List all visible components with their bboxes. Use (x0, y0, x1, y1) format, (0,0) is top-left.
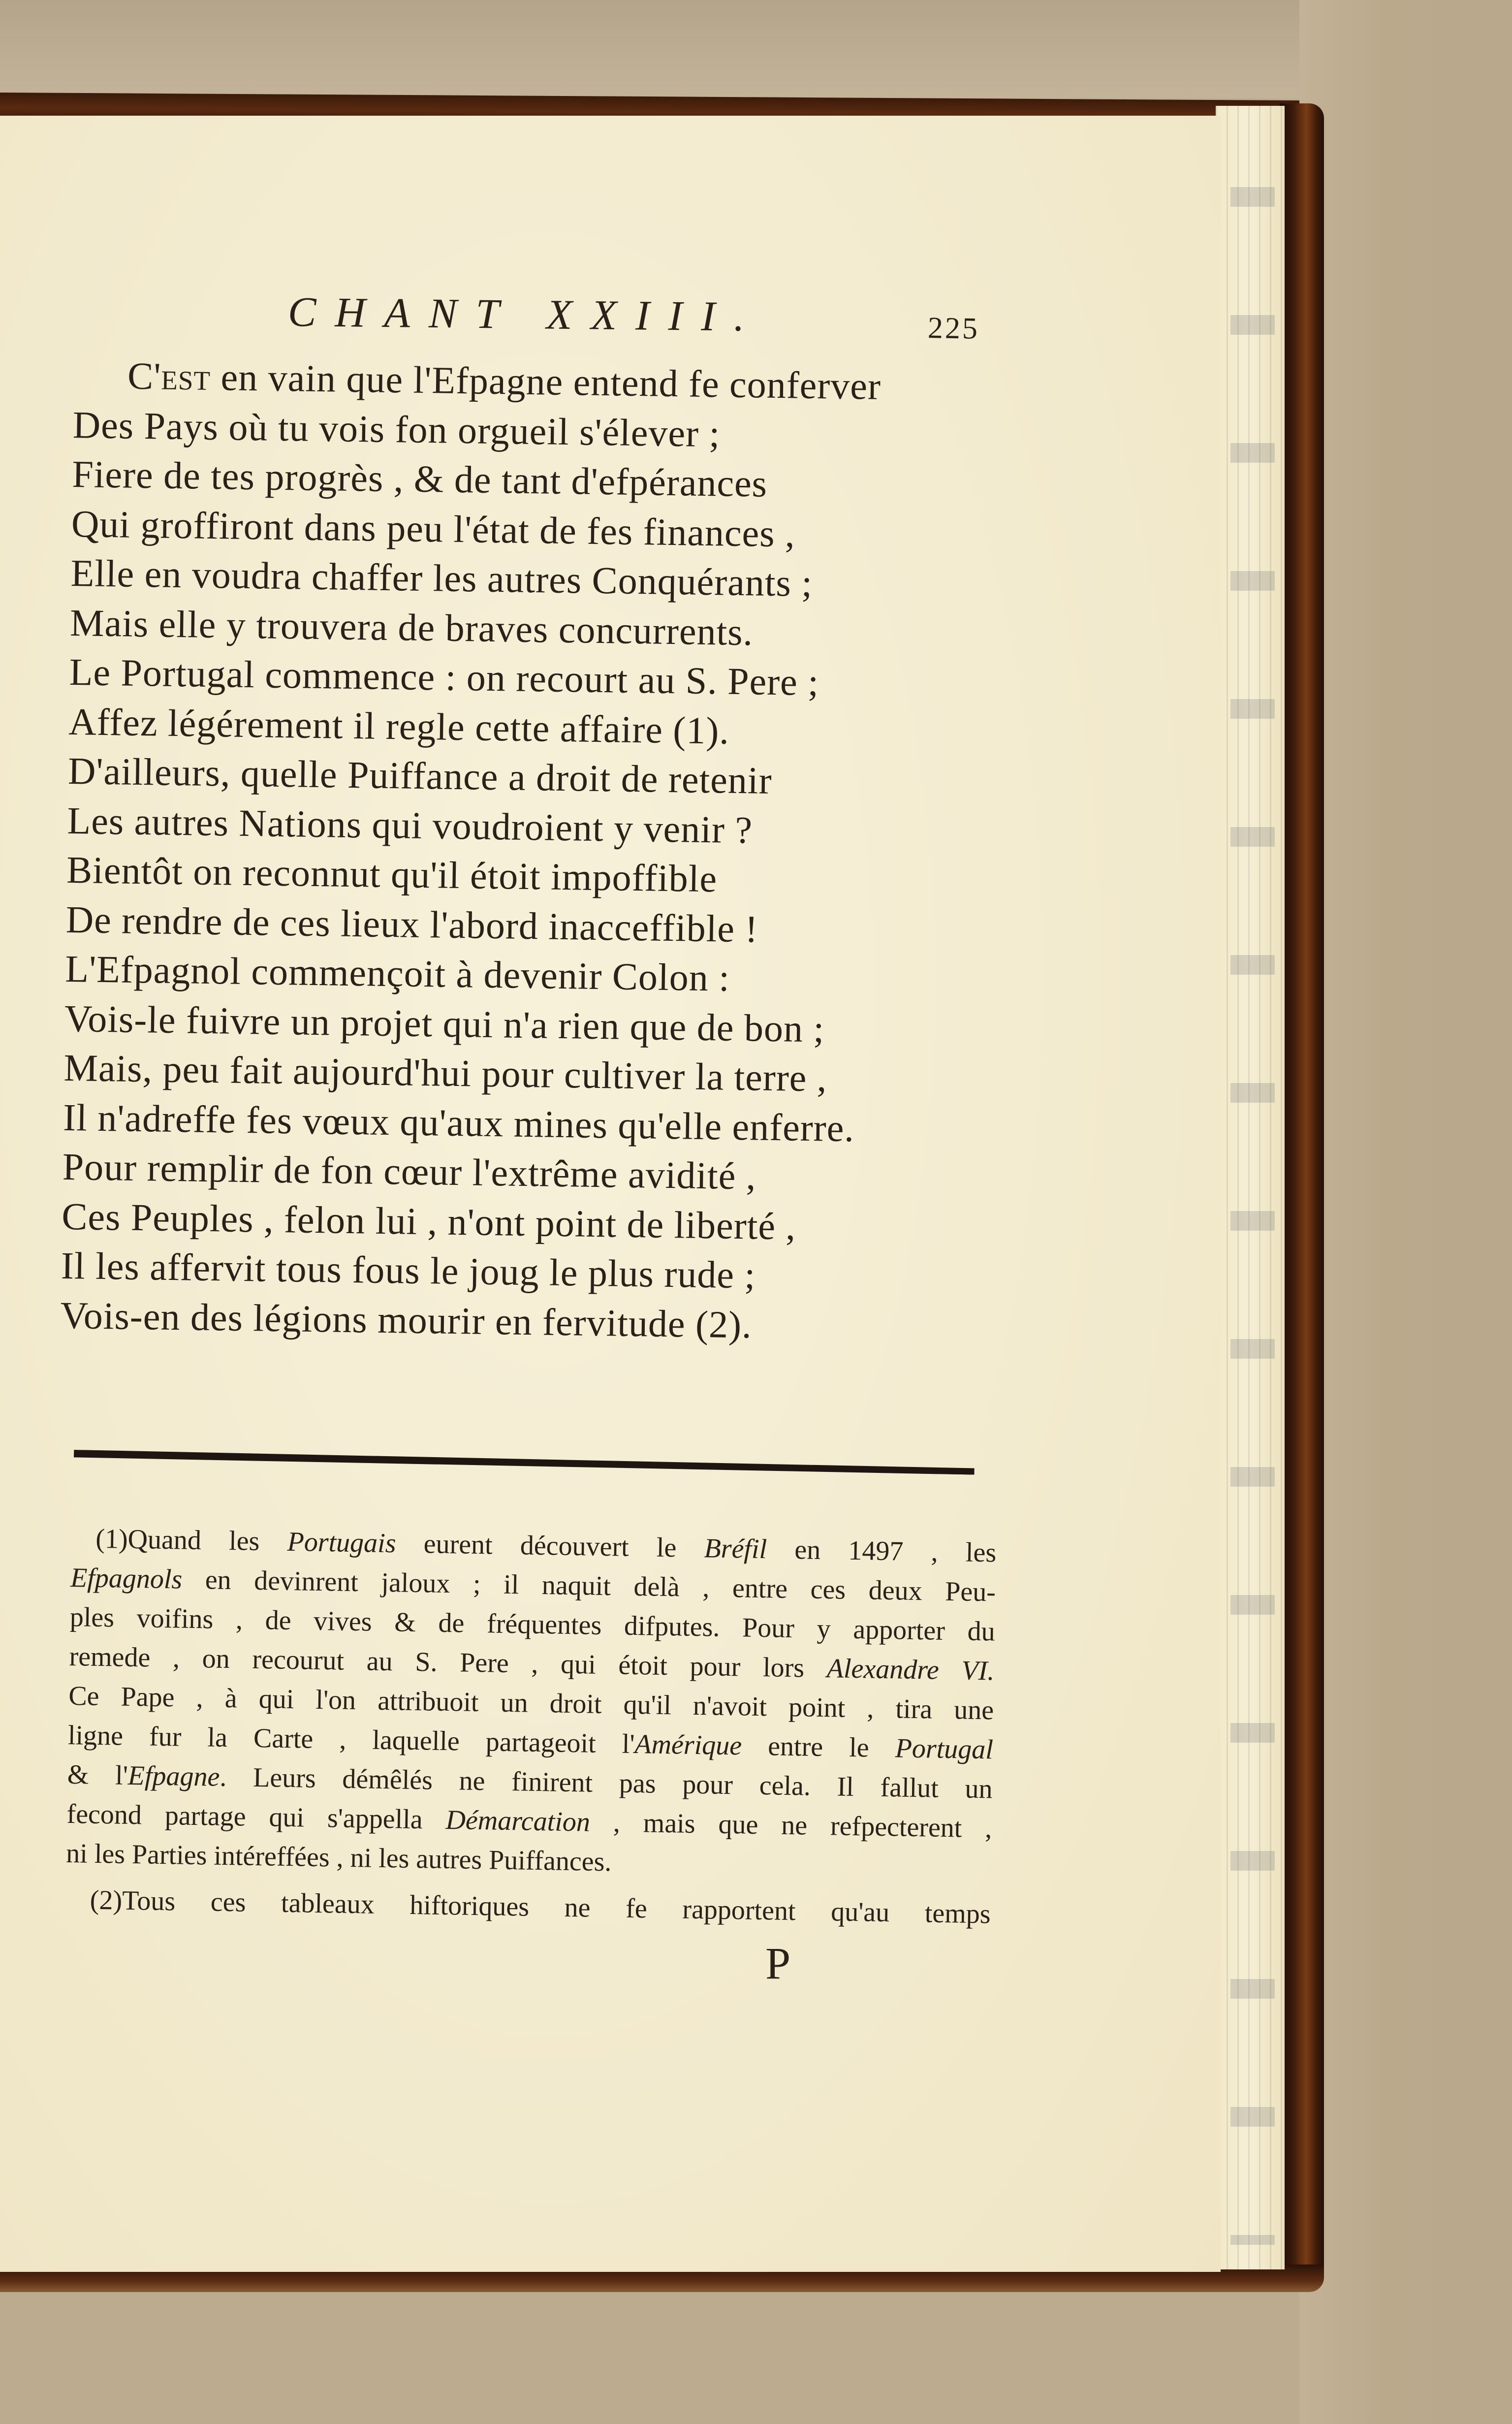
verse-text: Elle en voudra chaffer les autres Conquérants ; (70, 551, 813, 605)
book-cover-fore-edge (1280, 103, 1324, 2289)
verse-text: L'Efpagnol commençoit à devenir Colon : (64, 947, 730, 999)
italic-term: Démarcation (445, 1805, 591, 1838)
page-number: 225 (927, 311, 980, 346)
verse-text: Bientôt on reconnut qu'il étoit impoffible (66, 848, 718, 900)
footnotes-block (65, 1519, 997, 1934)
background-top (0, 0, 1512, 98)
footnote-1-line: ligne fur la Carte , laquelle partageoit l'Amérique entre le Portugal (67, 1720, 994, 1765)
verse-initial-word: C'est (127, 354, 211, 398)
footnote-1-line: Efpagnols en devinrent jaloux ; il naquit delà , entre ces deux Peu- (70, 1562, 996, 1608)
italic-term: Bréfil (704, 1533, 767, 1565)
verse-text: Pour remplir de fon cœur l'extrême avidité , (62, 1145, 756, 1198)
verse-text: Mais, peu fait aujourd'hui pour cultiver la terre , (63, 1046, 828, 1100)
verse-text: Vois-en des légions mourir en fervitude (2). (60, 1293, 753, 1346)
running-head-title: CHANT XXIII. (287, 287, 764, 341)
verse-text: Fiere de tes progrès , & de tant d'efpérances (71, 452, 768, 505)
verse-text: Vois-le fuivre un projet qui n'a rien que de bon ; (64, 996, 825, 1050)
footnote-1-line: remede , on recourut au S. Pere , qui étoit pour lors Alexandre VI. (69, 1641, 995, 1687)
verse-block (60, 351, 1058, 1354)
verse-text: Mais elle y trouvera de braves concurrents. (69, 601, 754, 653)
footnote-1-line: fecond partage qui s'appella Démarcation , mais que ne refpecterent , (66, 1798, 992, 1844)
verse-text: Les autres Nations qui voudroient y venir ? (67, 798, 753, 851)
verse-text: De rendre de ces lieux l'abord inacceffible ! (65, 897, 759, 951)
italic-term: Alexandre VI. (826, 1653, 995, 1687)
italic-term: Efpagne (127, 1760, 220, 1792)
italic-term: Amérique (634, 1729, 742, 1761)
verse-text: Affez légérement il regle cette affaire (1). (68, 700, 730, 752)
verse-text: D'ailleurs, quelle Puiffance a droit de retenir (67, 749, 773, 802)
footnote-1-line: (1)Quand les Portugais eurent découvert le Bréfil en 1497 , les (95, 1523, 997, 1568)
verse-text: en vain que l'Efpagne entend fe conferver (210, 355, 882, 408)
footnote-2-line: (2)Tous ces tableaux hiftoriques ne fe rapportent qu'au temps (90, 1884, 991, 1930)
bleed-through-marks (1230, 128, 1275, 2245)
italic-term: Portugais (287, 1526, 397, 1559)
footnote-1-line: Ce Pape , à qui l'on attribuoit un droit qu'il n'avoit point , tira une (68, 1680, 994, 1726)
verse-text: Il n'adreffe fes vœux qu'aux mines qu'elle enferre. (63, 1095, 855, 1149)
footnote-1-line: ni les Parties intéreffées , ni les autres Puiffances. (65, 1838, 612, 1878)
verse-text: Il les affervit tous fous le joug le plus rude ; (61, 1244, 756, 1297)
footnote-1-line: & l'Efpagne. Leurs démêlés ne finirent pas pour cela. Il fallut un (67, 1759, 993, 1805)
verse-text: Des Pays où tu vois fon orgueil s'élever ; (72, 403, 721, 455)
verse-text: Qui groffiront dans peu l'état de fes finances , (71, 502, 796, 555)
italic-term: Efpagnols (70, 1562, 183, 1595)
signature-mark: P (765, 1938, 791, 1988)
italic-term: Portugal (895, 1733, 994, 1765)
verse-text: Ces Peuples , felon lui , n'ont point de liberté , (61, 1194, 796, 1248)
background-surface (1299, 0, 1512, 2424)
footnote-1-line: ples voifins , de vives & de fréquentes difputes. Pour y apporter du (69, 1601, 996, 1647)
verse-text: Le Portugal commence : on recourt au S. Pere ; (69, 650, 819, 704)
